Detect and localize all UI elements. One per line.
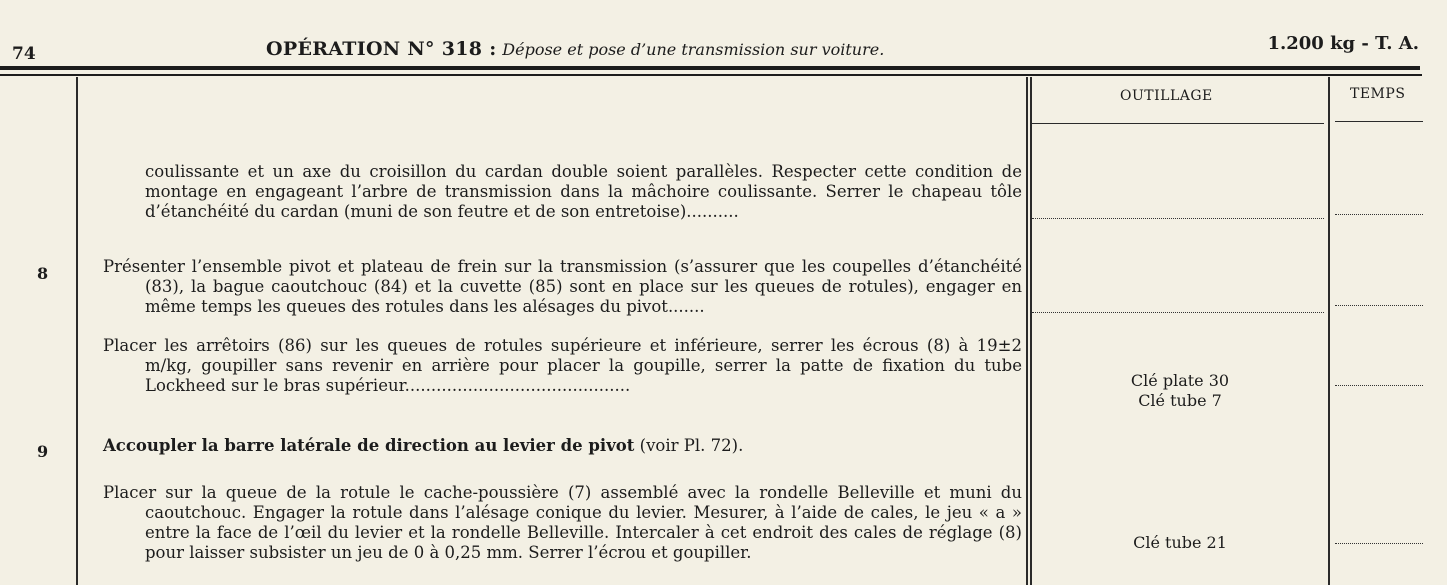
instruction-text: Placer les arrêtoirs (86) sur les queues de rotules supérieure et inférieure, serrer les écrous (8) à 19±2 m/kg, goupiller sans revenir en arrière pour placer la goupille, serrer la patte de fixation du tube Lockheed sur le bras supérieur........................................... [103,336,1022,395]
tool-name: Clé plate 30 [1130,371,1230,390]
tool-name: Clé tube 21 [1133,533,1227,552]
page-number: 74 [12,44,36,64]
tools-column-header: OUTILLAGE [1120,88,1213,104]
column-divider-text-double [1030,77,1032,585]
step-heading-reference: (voir Pl. 72). [634,436,744,455]
step-heading [103,436,743,456]
header-rule-thick [0,66,1420,70]
column-divider-tools [1328,77,1330,585]
step-number: 8 [37,264,49,283]
vehicle-model: 1.200 kg - T. A. [1267,33,1419,54]
tools-leader-line [1032,218,1324,219]
column-divider-number [76,77,78,585]
step-heading-bold: Accoupler la barre latérale de direction au levier de pivot [103,436,635,455]
time-column-header: TEMPS [1350,86,1406,102]
time-header-underline [1335,121,1423,122]
time-leader-line [1335,543,1423,544]
step-number: 9 [37,442,49,461]
tools-header-underline [1032,123,1324,124]
instruction-text: Placer sur la queue de la rotule le cache-poussière (7) assemblé avec la rondelle Belleville et muni du caoutchouc. Engager la rotule dans l’alésage conique du levier. Mesurer, à l’aide de cales, le jeu « a » entre la face de l’œil du levier et la rondelle Belleville. Intercaler à cet endroit des cales de réglage (8) pour laisser subsister un jeu de 0 à 0,25 mm. Serrer l’écrou et goupiller. [103,483,1022,562]
header-rule-thin [0,74,1422,76]
time-leader-line [1335,214,1423,215]
time-leader-line [1335,305,1423,306]
tool-name: Clé tube 7 [1138,391,1222,410]
time-leader-line [1335,385,1423,386]
operation-number: OPÉRATION N° 318 : [266,38,497,60]
page-title [266,38,884,60]
instruction-text: coulissante et un axe du croisillon du cardan double soient parallèles. Respecter cette condition de montage en engageant l’arbre de transmission dans la mâchoire coulissante. Serrer le chapeau tôle d’étanchéité du cardan (muni de son feutre et de son entretoise).......... [145,162,1022,221]
operation-description: Dépose et pose d’une transmission sur voiture. [502,40,885,59]
tools-leader-line [1032,312,1324,313]
instruction-text: Présenter l’ensemble pivot et plateau de frein sur la transmission (s’assurer que les coupelles d’étanchéité (83), la bague caoutchouc (84) et la cuvette (85) sont en place sur les queues de rotules), engager en même temps les queues des rotules dans les alésages du pivot....... [103,257,1022,316]
column-divider-text [1026,77,1028,585]
